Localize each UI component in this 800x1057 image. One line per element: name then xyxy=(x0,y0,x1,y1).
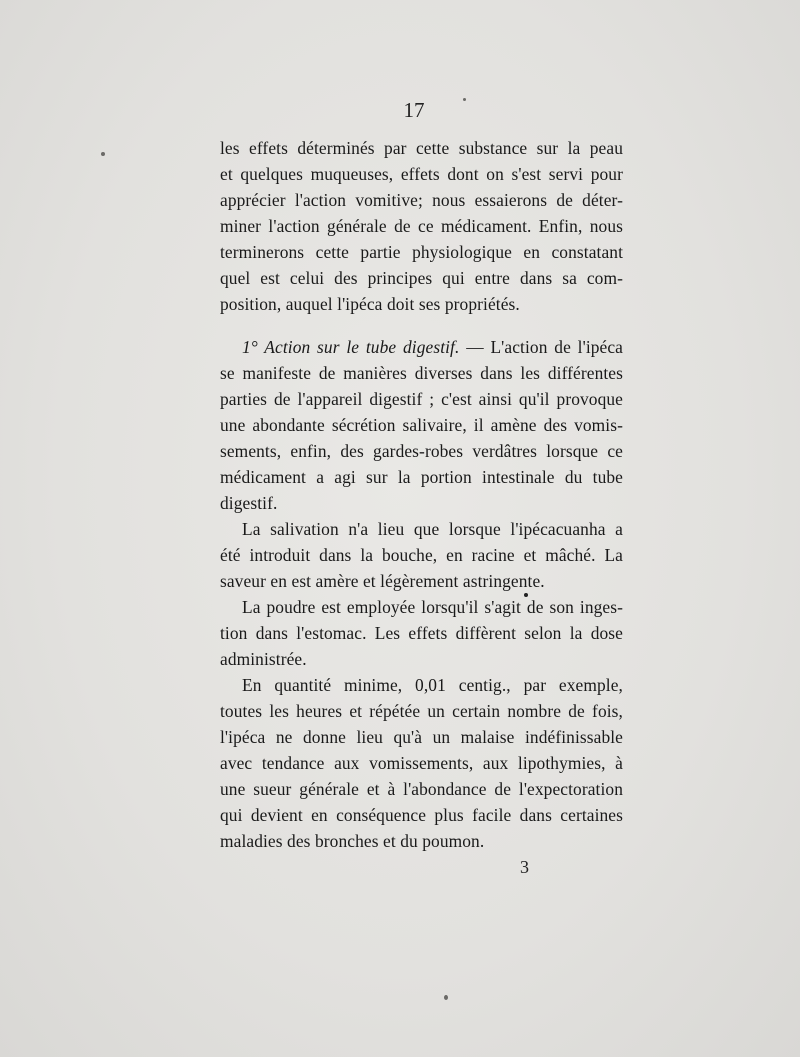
text-line: terminerons cette partie physiologique en constatant xyxy=(220,242,623,262)
text-line: administrée. xyxy=(220,649,307,669)
text-line: miner l'action générale de ce médicament. Enfin, nous xyxy=(220,216,623,236)
paragraph-gap xyxy=(220,317,623,334)
paragraph-3 xyxy=(220,516,623,594)
text-line: parties de l'appareil digestif ; c'est ainsi qu'il provoque xyxy=(220,389,623,409)
text-line: une sueur générale et à l'abondance de l'expectoration xyxy=(220,779,623,799)
text-line: sements, enfin, des gardes-robes verdâtres lorsque ce xyxy=(220,441,623,461)
body-text xyxy=(220,135,623,854)
text-line: qui devient en conséquence plus facile dans certaines xyxy=(220,805,623,825)
text-line-continuation: — L'action de l'ipéca xyxy=(459,337,623,357)
text-line: tion dans l'estomac. Les effets diffèrent selon la dose xyxy=(220,623,623,643)
paragraph-5 xyxy=(220,672,623,854)
text-line: été introduit dans la bouche, en racine et mâché. La xyxy=(220,545,623,565)
text-line: La salivation n'a lieu que lorsque l'ipécacuanha a xyxy=(242,519,623,539)
text-line: La poudre est employée lorsqu'il s'agit de son inges- xyxy=(242,597,623,617)
text-line: et quelques muqueuses, effets dont on s'est servi pour xyxy=(220,164,623,184)
section-heading-line xyxy=(220,334,623,360)
scan-speck xyxy=(444,995,448,1000)
paragraph-4 xyxy=(220,594,623,672)
text-line: se manifeste de manières diverses dans les différentes xyxy=(220,363,623,383)
text-line: saveur en est amère et légèrement astringente. xyxy=(220,571,545,591)
text-line: avec tendance aux vomissements, aux lipothymies, à xyxy=(220,753,623,773)
section-heading: 1° Action sur le tube digestif. xyxy=(242,337,460,357)
text-line: digestif. xyxy=(220,493,278,513)
scan-speck xyxy=(463,98,466,101)
text-line: médicament a agi sur la portion intestinale du tube xyxy=(220,467,623,487)
text-line: toutes les heures et répétée un certain nombre de fois, xyxy=(220,701,623,721)
scan-speck xyxy=(101,152,105,156)
scan-speck xyxy=(524,593,528,597)
text-line: apprécier l'action vomitive; nous essaierons de déter- xyxy=(220,190,623,210)
page-number: 17 xyxy=(403,98,425,122)
paragraph-1 xyxy=(220,135,623,317)
text-line: les effets déterminés par cette substance sur la peau xyxy=(220,138,623,158)
text-line: une abondante sécrétion salivaire, il amène des vomis- xyxy=(220,415,623,435)
signature-mark: 3 xyxy=(520,857,529,877)
text-line: position, auquel l'ipéca doit ses propriétés. xyxy=(220,294,520,314)
text-line: En quantité minime, 0,01 centig., par exemple, xyxy=(242,675,623,695)
text-line: l'ipéca ne donne lieu qu'à un malaise indéfinissable xyxy=(220,727,623,747)
text-line: quel est celui des principes qui entre dans sa com- xyxy=(220,268,623,288)
text-line: maladies des bronches et du poumon. xyxy=(220,831,485,851)
paragraph-2 xyxy=(220,334,623,516)
